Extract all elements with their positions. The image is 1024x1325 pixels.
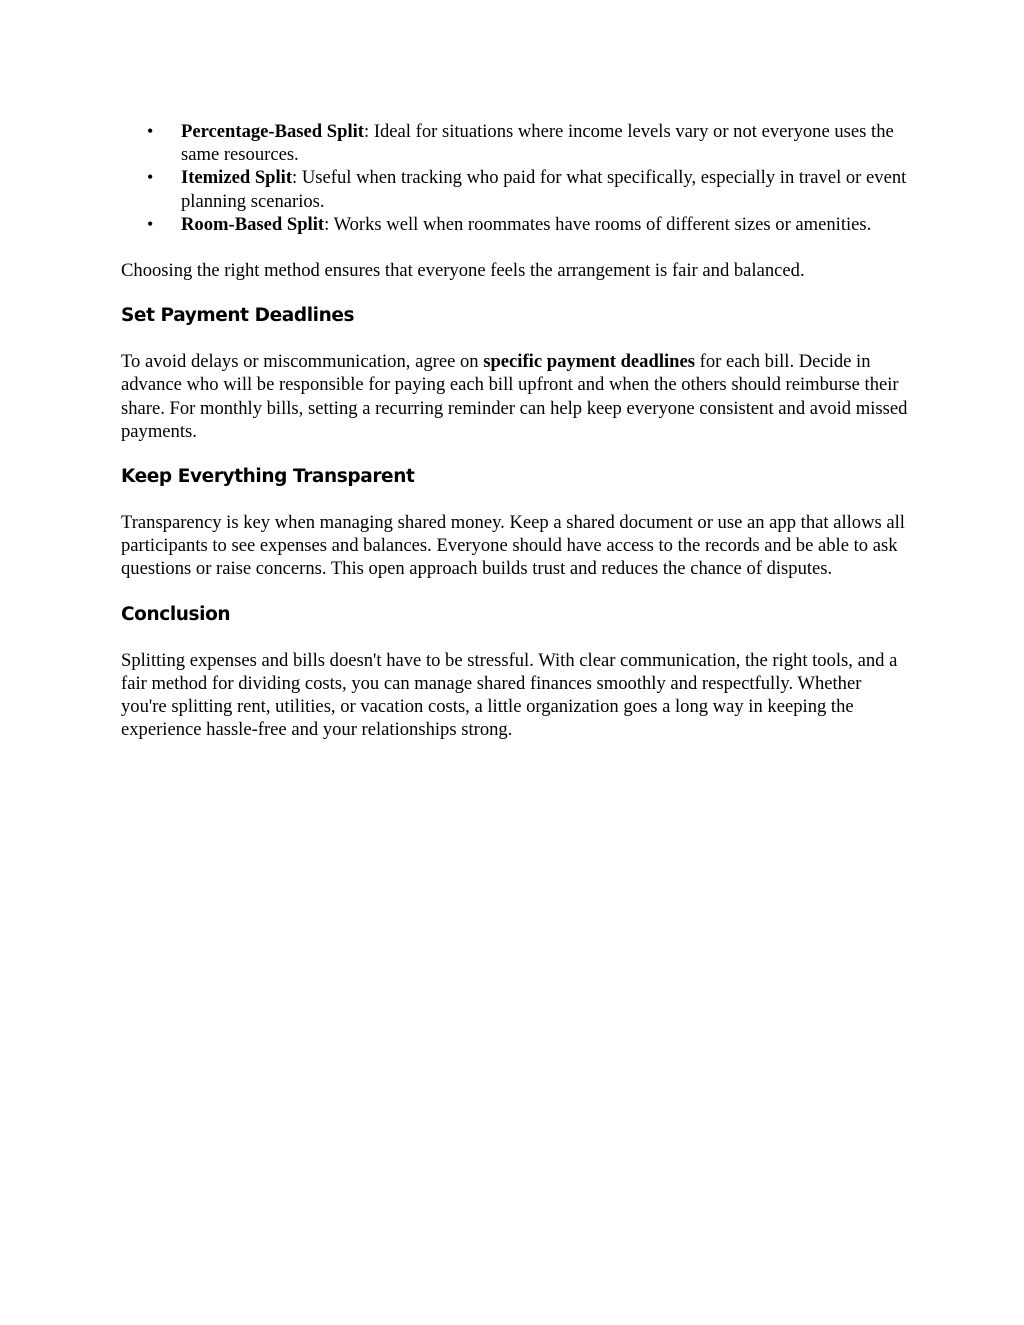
deadlines-text-after: for each bill. Decide in advance who will be responsible for paying each bill upfront and when the others should reimburse their share. For monthly bills, setting a recurring reminder can help keep everyone consistent and avoid missed payments. xyxy=(121,351,908,442)
document-page xyxy=(121,120,911,741)
list-item-text: : Works well when roommates have rooms of different sizes or amenities. xyxy=(324,213,872,235)
list-item-text: : Ideal for situations where income levels vary or not everyone uses the same resources. xyxy=(181,121,894,166)
list-item-text: : Useful when tracking who paid for what specifically, especially in travel or event planning scenarios. xyxy=(181,167,907,212)
heading-keep-everything-transparent: Keep Everything Transparent xyxy=(121,466,415,488)
deadlines-bold-text: specific payment deadlines xyxy=(483,351,695,373)
list-item xyxy=(121,166,911,212)
heading-set-payment-deadlines: Set Payment Deadlines xyxy=(121,305,355,327)
intro-paragraph: Choosing the right method ensures that everyone feels the arrangement is fair and balanced. xyxy=(121,260,805,282)
heading-conclusion: Conclusion xyxy=(121,603,231,625)
bullet-icon: • xyxy=(147,167,154,188)
deadlines-text-before: To avoid delays or miscommunication, agree on xyxy=(121,351,484,373)
deadlines-paragraph xyxy=(121,350,911,443)
conclusion-paragraph: Splitting expenses and bills doesn't have to be stressful. With clear communication, the right tools, and a fair method for dividing costs, you can manage shared finances smoothly and respectfully. Whether you're splitting rent, utilities, or vacation costs, a little organization goes a long way in keeping the experience hassle-free and your relationships strong. xyxy=(121,649,898,741)
list-item-term: Percentage-Based Split xyxy=(181,121,364,142)
transparent-paragraph: Transparency is key when managing shared money. Keep a shared document or use an app that allows all participants to see expenses and balances. Everyone should have access to the records and be able to ask questions or raise concerns. This open approach builds trust and reduces the chance of disputes. xyxy=(121,512,905,580)
list-item xyxy=(121,120,911,166)
list-item-term: Room-Based Split xyxy=(181,213,325,235)
bullet-icon: • xyxy=(147,121,154,141)
bullet-icon: • xyxy=(147,213,154,234)
list-item-term: Itemized Split xyxy=(181,167,293,189)
list-item xyxy=(121,213,911,236)
split-methods-list xyxy=(121,120,911,236)
